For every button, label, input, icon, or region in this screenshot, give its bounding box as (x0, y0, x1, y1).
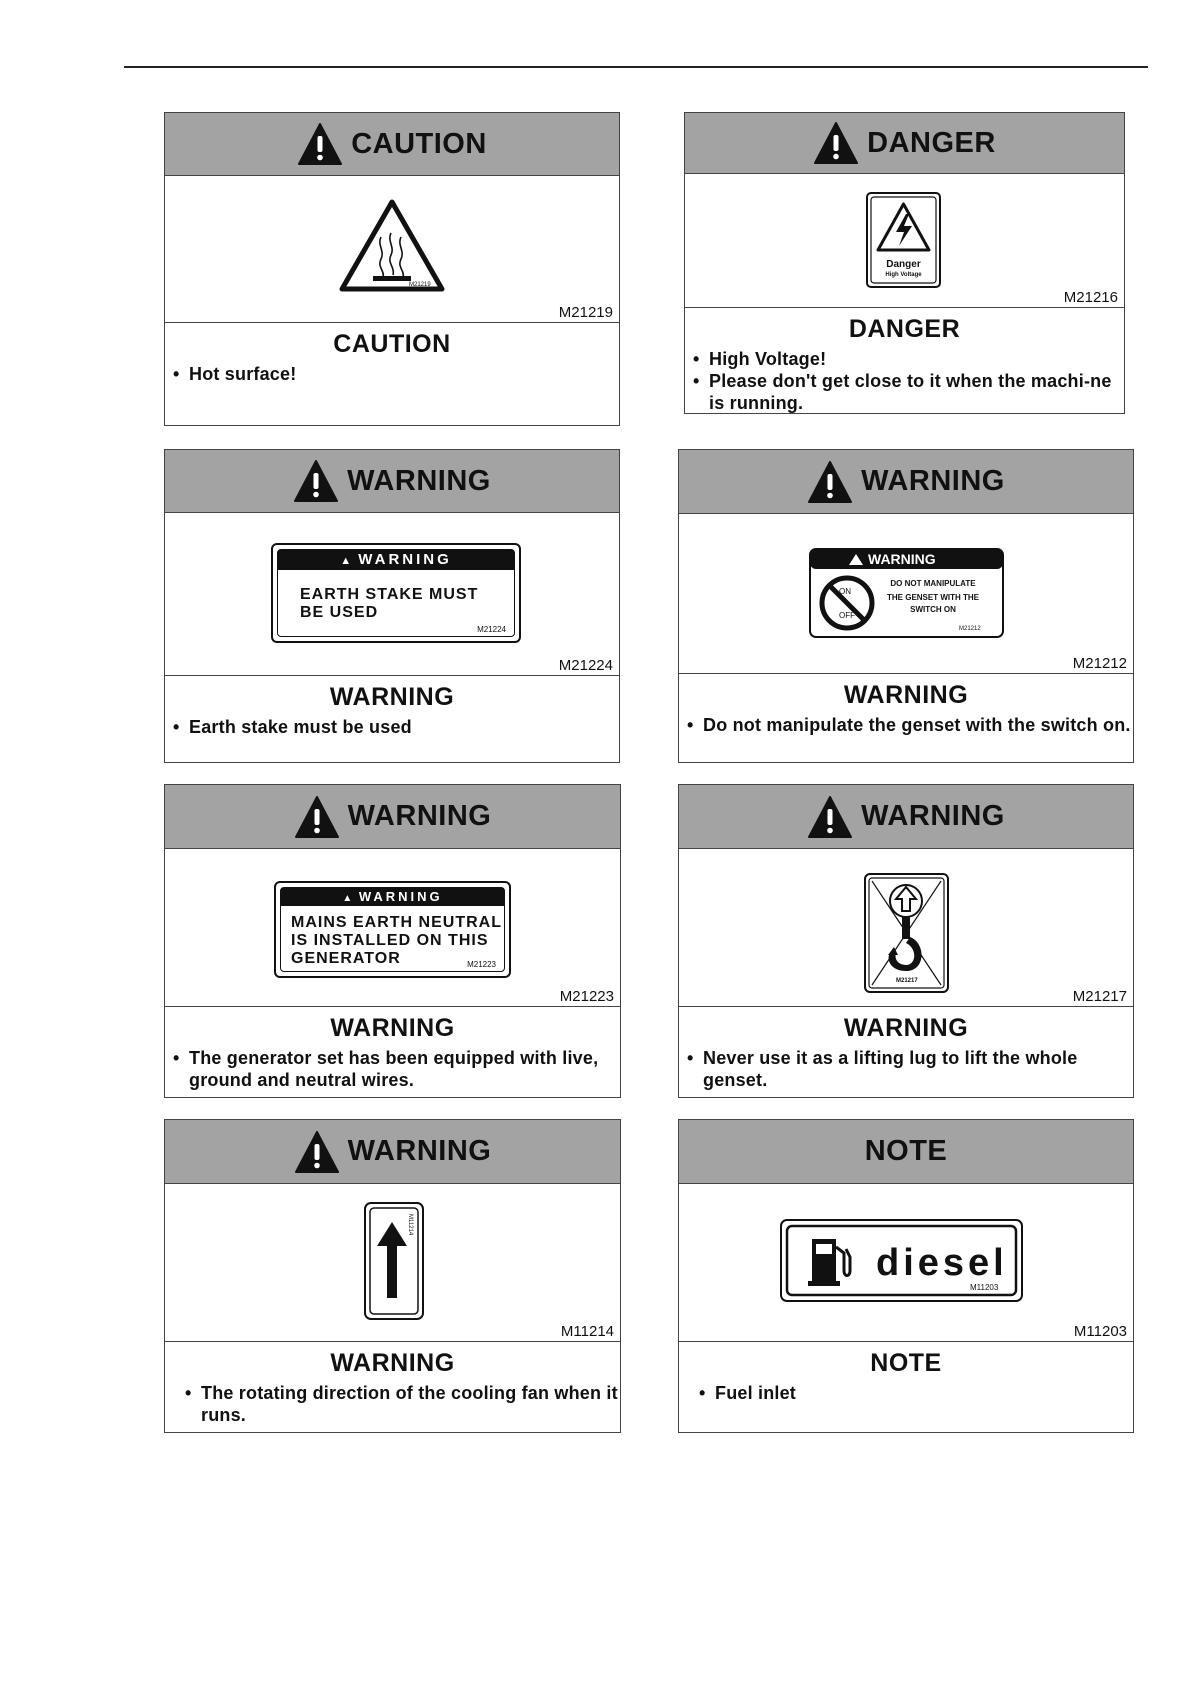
warning-cooling-fan-panel (164, 1119, 621, 1433)
bullet-item: • High Voltage! (685, 348, 1124, 370)
panel-image-area (679, 513, 1133, 674)
hazard-warning-icon (807, 460, 853, 504)
panel-subtitle: CAUTION (333, 330, 451, 358)
panel-header (165, 1120, 620, 1184)
fan-direction-arrow-icon (364, 1202, 424, 1320)
image-code: M21219 (409, 282, 431, 288)
earth-stake-label (271, 543, 521, 643)
bullet-item: • The rotating direction of the cooling fan when it runs. (177, 1382, 620, 1426)
label-code: M11203 (970, 1283, 999, 1292)
high-voltage-sign-icon (866, 192, 941, 288)
label-line: SWITCH ON (910, 605, 956, 614)
hazard-warning-icon (294, 1130, 340, 1174)
panel-header-title: NOTE (864, 1135, 948, 1167)
hazard-warning-icon (294, 795, 340, 839)
panel-header (165, 450, 619, 513)
hot-surface-icon (337, 197, 447, 297)
panel-header (679, 1120, 1133, 1184)
part-code: M21212 (1072, 655, 1127, 672)
bullet-item: • Please don't get close to it when the machi-ne is running. (685, 370, 1124, 414)
panel-footer (679, 673, 1133, 762)
panel-subtitle: WARNING (330, 1349, 455, 1377)
panel-footer (679, 1341, 1133, 1432)
panel-header (165, 785, 620, 849)
bullet-item: • Earth stake must be used (165, 716, 619, 738)
note-diesel-panel (678, 1119, 1134, 1433)
warning-earth-stake-panel (164, 449, 620, 763)
switch-on-text: ON (839, 587, 851, 596)
panel-image-area (165, 848, 620, 1007)
part-code: M21216 (1063, 289, 1118, 306)
panel-header-title: WARNING (861, 800, 1005, 832)
panel-footer (165, 675, 619, 762)
part-code: M11203 (1073, 1323, 1127, 1340)
panel-header-title: WARNING (347, 800, 492, 832)
label-header: WARNING (868, 551, 936, 567)
header-rule (124, 66, 1148, 68)
panel-footer (165, 1006, 620, 1097)
label-warning-icon: ▲ (340, 555, 352, 567)
label-line: IS INSTALLED ON THIS (291, 932, 489, 949)
hazard-warning-icon (297, 122, 343, 166)
image-code: M11214 (407, 1214, 413, 1236)
part-code: M21219 (558, 304, 613, 321)
panel-header (165, 113, 619, 176)
part-code: M21217 (1072, 988, 1127, 1005)
panel-footer (679, 1006, 1133, 1097)
panel-header-title: WARNING (347, 1135, 492, 1167)
panel-header-title: WARNING (347, 464, 491, 497)
panel-subtitle: DANGER (848, 315, 961, 343)
diesel-label (780, 1219, 1023, 1302)
label-code: M21223 (467, 960, 496, 969)
panel-header-title: CAUTION (351, 127, 487, 160)
label-warning-icon: ▲ (342, 893, 353, 904)
panel-subtitle: WARNING (843, 681, 969, 709)
bullet-item: • The generator set has been equipped with live, ground and neutral wires. (165, 1047, 620, 1091)
part-code: M11214 (560, 1323, 614, 1340)
bullet-item: • Do not manipulate the genset with the switch on. (679, 714, 1133, 736)
bullet-item: • Hot surface! (165, 363, 619, 385)
panel-header (685, 113, 1124, 174)
panel-image-area (165, 1183, 620, 1342)
hazard-warning-icon (807, 795, 853, 839)
panel-image-area (165, 175, 619, 323)
panel-subtitle: WARNING (329, 683, 455, 711)
bullet-item: • Fuel inlet (691, 1382, 1133, 1404)
sign-subtitle: High Voltage (885, 272, 922, 278)
label-line: DO NOT MANIPULATE (890, 579, 976, 588)
panel-footer (165, 1341, 620, 1432)
label-line: MAINS EARTH NEUTRAL (291, 914, 502, 931)
mains-earth-neutral-label (274, 881, 511, 978)
danger-high-voltage-panel (684, 112, 1125, 414)
switch-warning-label (809, 548, 1004, 638)
panel-image-area (679, 848, 1133, 1007)
sign-title: Danger (886, 259, 921, 270)
panel-subtitle: WARNING (843, 1014, 969, 1042)
hazard-warning-icon (293, 459, 339, 503)
label-header: ▲ WARNING (281, 888, 504, 906)
panel-header-title: WARNING (861, 465, 1005, 497)
panel-image-area (679, 1183, 1133, 1342)
panel-footer (685, 307, 1124, 413)
lifting-hook-prohibited-icon (864, 873, 949, 993)
warning-mains-panel (164, 784, 621, 1098)
panel-header (679, 450, 1133, 514)
panel-subtitle: WARNING (330, 1014, 455, 1042)
label-text: diesel (876, 1242, 1008, 1284)
panel-footer (165, 322, 619, 425)
panel-image-area (685, 173, 1124, 308)
label-line: THE GENSET WITH THE (887, 593, 979, 602)
hazard-warning-icon (813, 121, 859, 165)
label-code: M21212 (959, 626, 981, 632)
image-code: M21217 (896, 978, 918, 984)
part-code: M21223 (559, 988, 614, 1005)
caution-hot-surface-panel (164, 112, 620, 426)
part-code: M21224 (558, 657, 613, 674)
panel-header (679, 785, 1133, 849)
warning-lifting-panel (678, 784, 1134, 1098)
label-line: BE USED (300, 604, 379, 621)
switch-off-text: OFF (839, 611, 855, 620)
label-header: ▲ WARNING (278, 550, 514, 570)
label-line: GENERATOR (291, 950, 401, 967)
panel-header-title: DANGER (867, 126, 996, 159)
label-code: M21224 (477, 625, 506, 634)
warning-switch-panel (678, 449, 1134, 763)
label-line: EARTH STAKE MUST (300, 586, 479, 603)
bullet-item: • Never use it as a lifting lug to lift the whole genset. (679, 1047, 1133, 1091)
panel-image-area (165, 512, 619, 676)
panel-subtitle: NOTE (870, 1349, 942, 1377)
